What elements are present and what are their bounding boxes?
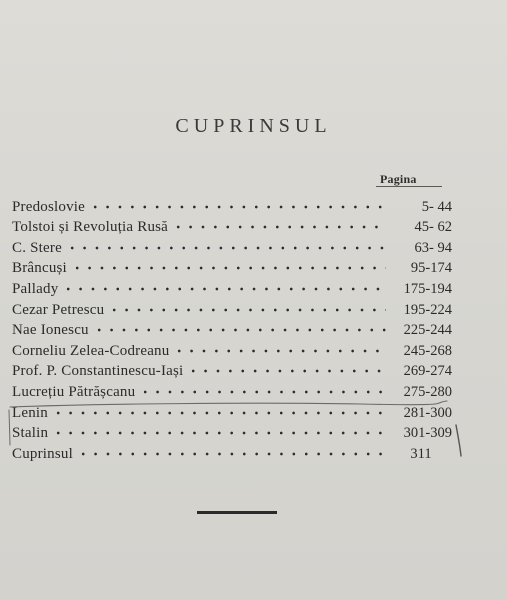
toc-entry-pages: 195-224 xyxy=(403,301,452,318)
toc-entry-title: Brâncuși xyxy=(12,260,67,277)
toc-entry-title: Nae Ionescu xyxy=(12,322,89,339)
toc-entry-pages: 245-268 xyxy=(403,342,452,359)
toc-entry-title: Stalin xyxy=(12,425,49,442)
column-header-pagina: Pagina xyxy=(380,172,417,186)
toc-entry-pages: 311 xyxy=(410,445,432,462)
toc-entry-title: C. Stere xyxy=(12,239,62,256)
toc-entry-title: Pallady xyxy=(12,280,59,297)
toc-entry-title: Lenin xyxy=(12,404,48,421)
toc-entry-title: Prof. P. Constantinescu-Iași xyxy=(12,363,184,380)
toc-entry-pages: 275-280 xyxy=(403,383,452,400)
toc-entry-pages: 281-300 xyxy=(403,404,452,421)
toc-entry-pages: 225-244 xyxy=(403,322,452,339)
toc-entry-title: Tolstoi și Revoluția Rusă xyxy=(12,219,169,236)
pencil-bracket-mark xyxy=(9,410,10,445)
end-rule xyxy=(197,511,277,514)
toc-entry-title: Corneliu Zelea-Codreanu xyxy=(12,342,170,359)
toc-entry-title: Lucrețiu Pătrășcanu xyxy=(12,383,136,400)
toc-entry-pages: 269-274 xyxy=(403,363,452,380)
page-title: CUPRINSUL xyxy=(175,115,332,137)
toc-entry-pages: 95-174 xyxy=(410,260,452,277)
toc-entry-pages: 5- 44 xyxy=(421,198,452,215)
pencil-vertical-mark xyxy=(456,425,461,456)
toc-entry-title: Predoslovie xyxy=(12,198,86,215)
toc-entry-pages: 301-309 xyxy=(403,425,452,442)
toc-entry-pages: 45- 62 xyxy=(414,219,452,236)
toc-entry-title: Cezar Petrescu xyxy=(12,301,105,318)
toc-entry-pages: 175-194 xyxy=(403,280,452,297)
toc-entry-title: Cuprinsul xyxy=(12,445,73,462)
toc-entry-pages: 63- 94 xyxy=(414,239,452,256)
pencil-underline-mark xyxy=(10,401,447,407)
